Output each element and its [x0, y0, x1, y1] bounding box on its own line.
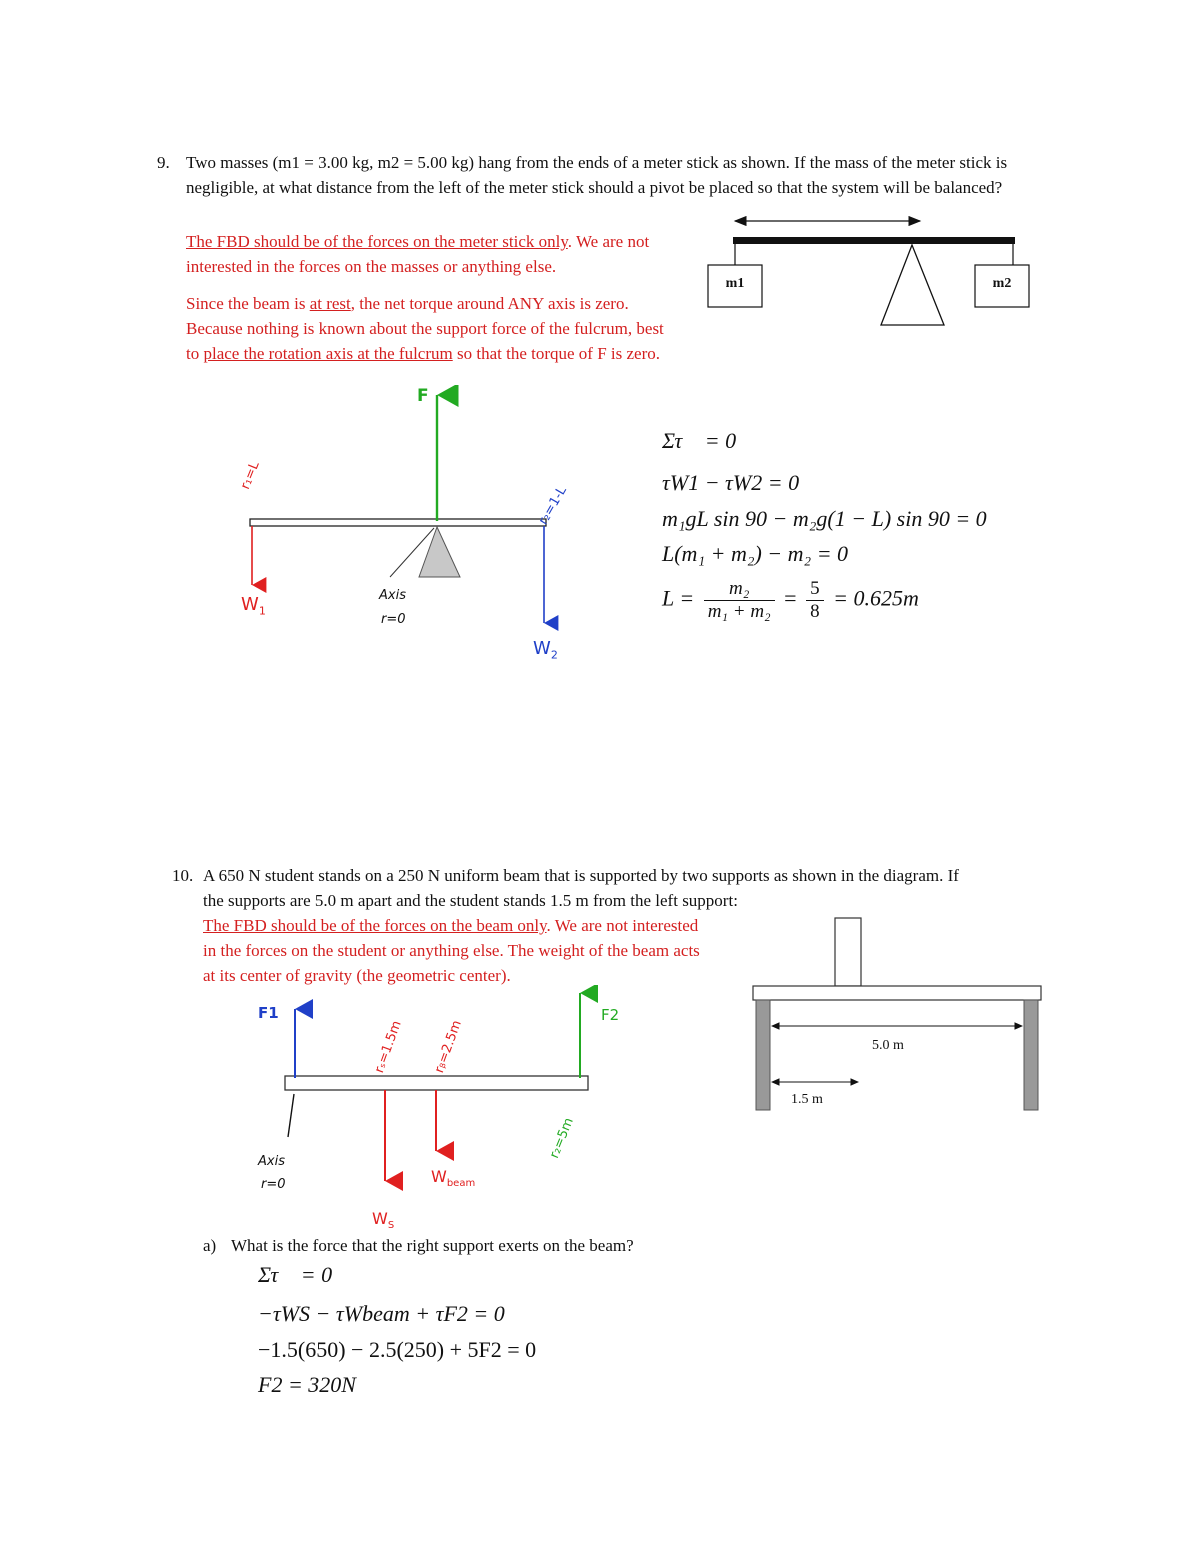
q9-note-axis-fulcrum: place the rotation axis at the fulcrum [203, 344, 453, 363]
q9-note-axis-at-rest: at rest [309, 294, 351, 313]
q10-beam [753, 986, 1041, 1000]
q10-ws-text: W [372, 1209, 388, 1228]
q9-eq-fraction [704, 578, 775, 623]
q9-note-fbd-rest: . We are not interested in the forces on the masses or anything else. [186, 232, 650, 276]
q9-eq-solution [662, 578, 919, 623]
q9-note-fbd-underlined: The FBD should be of the forces on the meter stick only [186, 232, 568, 251]
q9-eq-sum-torque: Στ⃗ = 0 [662, 428, 737, 453]
q9-fulcrum [419, 527, 460, 577]
q9-eq-result: = 0.625m [833, 585, 919, 611]
pivot-triangle [881, 245, 944, 325]
q10-ws-label [372, 1209, 394, 1231]
q9-W2-label [533, 638, 558, 662]
q10-axis-label: Axis [258, 1154, 285, 1169]
q10-wbeam-label [431, 1167, 475, 1189]
q9-r2-label: r₂=1-L [536, 483, 570, 528]
q10-axis-pointer [288, 1094, 294, 1137]
q10-note-fbd-underlined: The FBD should be of the forces on the beam only [203, 916, 547, 935]
q10a-eq-values: −1.5(650) − 2.5(250) + 5F2 = 0 [258, 1337, 537, 1362]
left-support [756, 1000, 770, 1110]
m1-label: m1 [725, 276, 745, 291]
q9-eq-denominator-numeric: 8 [810, 601, 820, 622]
q9-axis-r-label: r=0 [381, 612, 406, 627]
q9-question: Two masses (m1 = 3.00 kg, m2 = 5.00 kg) hang from the ends of a meter stick as shown. If the mass of the meter stick is negligible, at what distance from the left of the meter stick should a pivot be placed so that the system will be balanced? [186, 153, 1008, 197]
q9-W1-text: W [241, 594, 259, 615]
q9-F-label: F [417, 386, 429, 406]
q9-note-axis-c: so that the torque of F is zero. [452, 344, 660, 363]
q9-r1-label: r₁=L [238, 459, 263, 492]
q10a-label: a) [203, 1236, 217, 1255]
q10-F2-label: F2 [601, 1006, 620, 1024]
q9-W1-label [241, 594, 266, 618]
q9-note-axis-a: Since the beam is [186, 294, 310, 313]
student-block [835, 918, 861, 986]
q9-number: 9. [157, 153, 170, 172]
q10-beam-diagram [750, 912, 1050, 1122]
q10-rs-label: rₛ=1.5m [372, 1018, 405, 1076]
q10-fbd-beam [285, 1076, 588, 1090]
q10a-question: What is the force that the right support exerts on the beam? [231, 1236, 634, 1255]
q9-eq-torques: τW1 − τW2 = 0 [662, 470, 800, 495]
q10a-eq-torques: −τWS − τWbeam + τF2 = 0 [258, 1301, 505, 1326]
q10-note-fbd [203, 913, 713, 988]
q9-eq-equals: = [784, 585, 797, 611]
student-position-label: 1.5 m [791, 1092, 823, 1107]
q9-eq-numerator-numeric: 5 [806, 578, 824, 601]
q10-number: 10. [172, 866, 194, 885]
q10-wbeam-text: W [431, 1167, 447, 1186]
q9-note-axis-b: , the net torque around ANY axis is zero. Because nothing is known about the support force of the fulcrum, best to [186, 294, 664, 363]
q10-rb-label: rᵦ=2.5m [432, 1018, 465, 1076]
q9-eq-solution-lhs: L = [662, 585, 695, 611]
q10-question: A 650 N student stands on a 250 N uniform beam that is supported by two supports as shown in the diagram. If the supports are 5.0 m apart and the student stands 1.5 m from the left support: [203, 866, 959, 910]
q9-eq-numerator: m₂ [704, 578, 775, 601]
q9-note-axis [186, 291, 678, 366]
span-label: 5.0 m [872, 1038, 904, 1053]
q9-fbd [220, 385, 580, 645]
q9-eq-expanded: m₁gL sin 90 − m₂g(1 − L) sin 90 = 0 [662, 506, 987, 531]
q9-eq-fraction-numeric [806, 578, 824, 623]
q10-fbd [250, 985, 610, 1205]
q9-eq-denominator: m₁ + m₂ [707, 601, 771, 622]
q9-beam [250, 519, 546, 526]
q10-r2-label: r₂=5m [547, 1115, 577, 1161]
q10a-eq-result: F2 = 320N [258, 1372, 356, 1397]
right-support [1024, 1000, 1038, 1110]
q10-F1-label: F1 [258, 1004, 279, 1022]
m2-label: m2 [992, 276, 1012, 291]
q10-axis-r-label: r=0 [261, 1177, 286, 1192]
q9-note-fbd [186, 229, 676, 279]
meter-stick [733, 237, 1015, 244]
q9-meter-stick-diagram [700, 205, 1040, 335]
q9-axis-label: Axis [379, 588, 406, 603]
q10-ws-sub: S [387, 1220, 395, 1232]
q9-W1-sub: 1 [258, 604, 266, 618]
q10a-eq-sum-torque: Στ⃗ = 0 [258, 1262, 333, 1287]
q9-eq-simplified: L(m₁ + m₂) − m₂ = 0 [662, 541, 849, 566]
q10-note-fbd-rest: . We are not interested in the forces on the student or anything else. The weight of the beam acts at its center of gravity (the geometric center). [203, 916, 700, 985]
q10-wbeam-sub: beam [446, 1178, 476, 1190]
q9-W2-text: W [533, 638, 551, 659]
q9-W2-sub: 2 [550, 648, 558, 662]
